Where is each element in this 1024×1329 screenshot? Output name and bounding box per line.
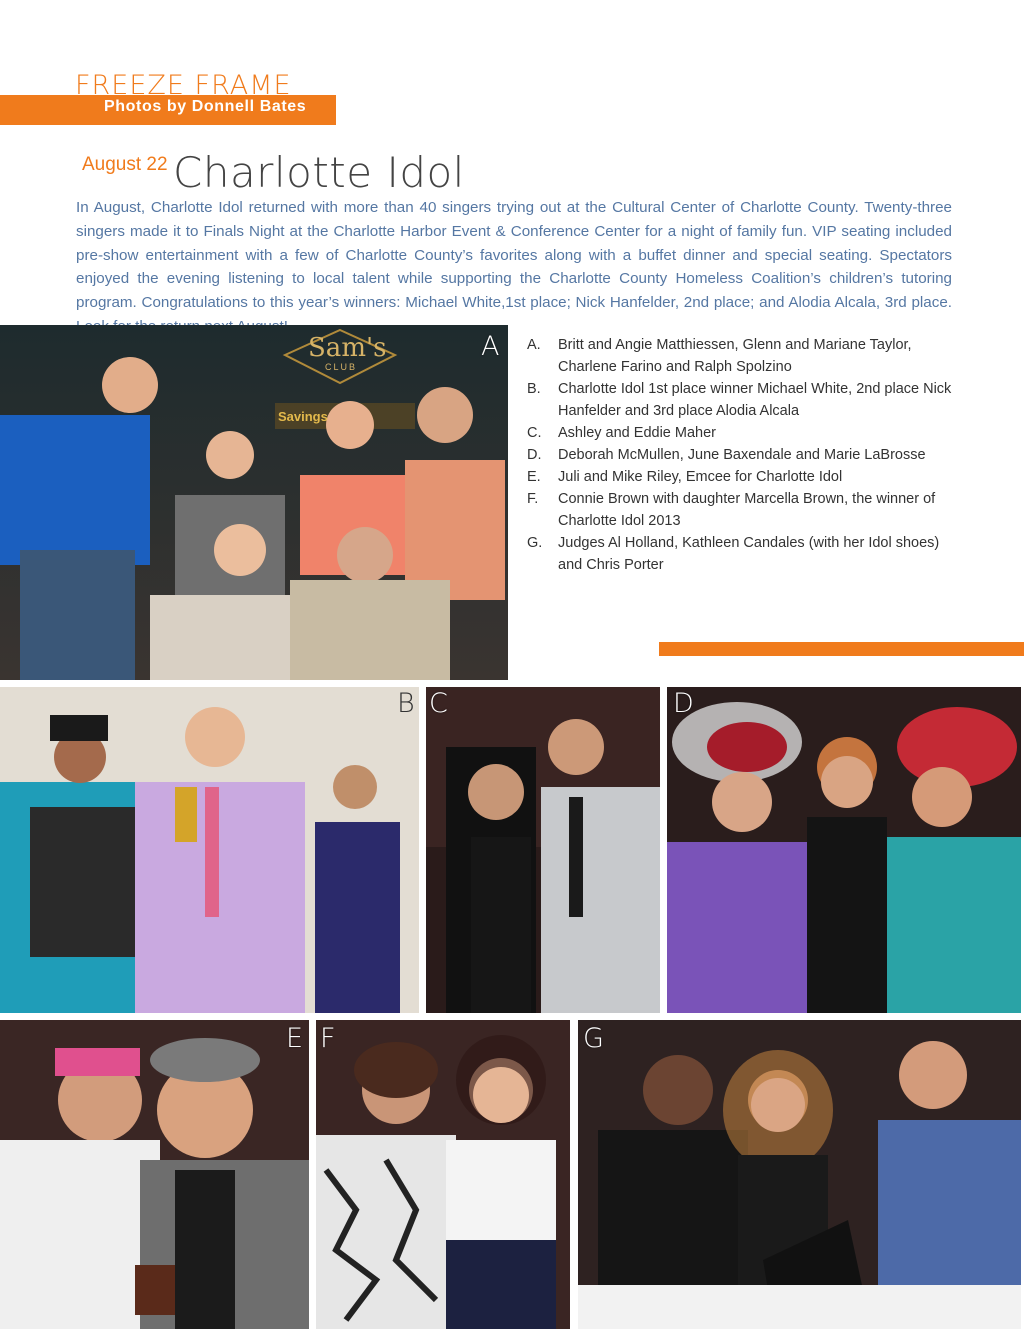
caption-item bbox=[527, 334, 967, 378]
caption-list bbox=[527, 334, 967, 576]
caption-key: G. bbox=[527, 535, 543, 551]
photo-f bbox=[316, 1020, 570, 1329]
photo-label-b: B bbox=[397, 688, 415, 719]
caption-key: E. bbox=[527, 469, 541, 485]
caption-text: Charlotte Idol 1st place winner Michael White, 2nd place Nick Hanfelder and 3rd place Alodia Alcala bbox=[558, 381, 952, 419]
photo-label-f: F bbox=[320, 1023, 336, 1054]
photo-e bbox=[0, 1020, 309, 1329]
photo-a bbox=[0, 325, 508, 680]
photo-label-d: D bbox=[673, 688, 694, 719]
caption-item bbox=[527, 378, 967, 422]
accent-bar bbox=[659, 642, 1024, 656]
caption-item bbox=[527, 466, 967, 488]
photo-label-g: G bbox=[583, 1023, 604, 1054]
sign-text: Savings bbox=[278, 409, 328, 424]
article-body: In August, Charlotte Idol returned with more than 40 singers trying out at the Cultural Center of Charlotte County. Twenty-three singers made it to Finals Night at the Charlotte Harbor Event & Conference Center for a night of family fun. VIP seating included pre-show entertainment with a few of Charlotte County’s favorites along with a buffet dinner and special seating. Spectators enjoyed the evening listening to local talent while supporting the Charlotte County Homeless Coalition’s children’s tutoring program. Congratulations to this year’s winners: Michael White,1st place; Nick Hanfelder, 2nd place; and Alodia Alcala, 3rd place. bbox=[76, 199, 952, 312]
caption-text: Judges Al Holland, Kathleen Candales (with her Idol shoes) and Chris Porter bbox=[558, 535, 940, 573]
sams-club-sign-sub: CLUB bbox=[325, 362, 358, 372]
caption-item bbox=[527, 488, 967, 532]
photo-credit: Photos by Donnell Bates bbox=[104, 98, 307, 115]
caption-key: F. bbox=[527, 491, 539, 507]
caption-item bbox=[527, 532, 967, 576]
caption-key: A. bbox=[527, 337, 541, 353]
caption-text: Juli and Mike Riley, Emcee for Charlotte Idol bbox=[558, 469, 843, 485]
event-title: Charlotte Idol bbox=[173, 148, 465, 197]
section-title: FREEZE FRAME bbox=[75, 70, 292, 94]
caption-text: Britt and Angie Matthiessen, Glenn and Mariane Taylor, Charlene Farino and Ralph Spolzino bbox=[558, 337, 912, 375]
caption-text: Ashley and Eddie Maher bbox=[558, 425, 716, 441]
caption-key: B. bbox=[527, 381, 541, 397]
caption-item bbox=[527, 444, 967, 466]
photo-label-a: A bbox=[481, 331, 500, 362]
photo-b bbox=[0, 687, 419, 1013]
photo-c bbox=[426, 687, 660, 1013]
caption-text: Deborah McMullen, June Baxendale and Marie LaBrosse bbox=[558, 447, 926, 463]
photo-g bbox=[578, 1020, 1021, 1329]
caption-key: C. bbox=[527, 425, 542, 441]
photo-label-e: E bbox=[286, 1023, 304, 1054]
sams-club-sign: Sam's bbox=[308, 333, 387, 363]
photo-label-c: C bbox=[429, 688, 448, 719]
caption-item bbox=[527, 422, 967, 444]
photo-d bbox=[667, 687, 1021, 1013]
caption-key: D. bbox=[527, 447, 542, 463]
event-date: August 22 bbox=[82, 154, 168, 175]
caption-text: Connie Brown with daughter Marcella Brown, the winner of Charlotte Idol 2013 bbox=[558, 491, 936, 529]
